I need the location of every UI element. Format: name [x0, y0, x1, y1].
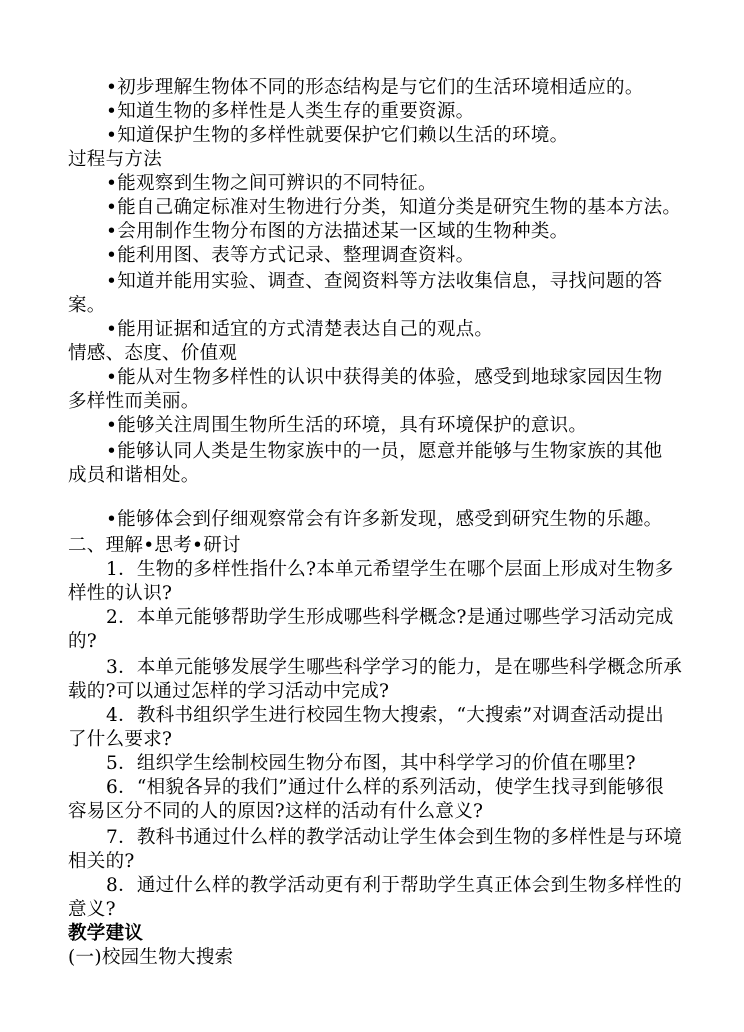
- text-line: •知道保护生物的多样性就要保护它们赖以生活的环境。: [106, 125, 569, 146]
- text-line: •能够认同人类是生物家族中的一员，愿意并能够与生物家族的其他: [106, 441, 663, 462]
- section-heading: 情感、态度、价值观: [68, 343, 238, 364]
- text-line: 样性的认识?: [68, 583, 173, 604]
- question-line: 5．组织学生绘制校园生物分布图，其中科学学习的价值在哪里?: [106, 753, 636, 774]
- text-line: •能观察到生物之间可辨识的不同特征。: [106, 173, 437, 194]
- question-line: 8．通过什么样的教学活动更有利于帮助学生真正体会到生物多样性的: [106, 875, 683, 896]
- section-heading: 二、理解•思考•研讨: [68, 535, 241, 556]
- section-heading: (一)校园生物大搜索: [68, 947, 234, 968]
- text-line: •能利用图、表等方式记录、整理调查资料。: [106, 245, 475, 266]
- question-line: 1．生物的多样性指什么?本单元希望学生在哪个层面上形成对生物多: [106, 559, 674, 580]
- text-line: 案。: [68, 295, 106, 316]
- text-line: •知道并能用实验、调查、查阅资料等方法收集信息，寻找问题的答: [106, 271, 663, 292]
- text-line: 意义?: [68, 899, 116, 920]
- text-line: •知道生物的多样性是人类生存的重要资源。: [106, 101, 475, 122]
- question-line: 7．教科书通过什么样的教学活动让学生体会到生物的多样性是与环境: [106, 827, 683, 848]
- bold-heading: 教学建议: [68, 923, 144, 944]
- question-line: 3．本单元能够发展学生哪些科学学习的能力，是在哪些科学概念所承: [106, 657, 683, 678]
- text-line: •能够关注周围生物所生活的环境，具有环境保护的意识。: [106, 415, 588, 436]
- text-line: 相关的?: [68, 851, 135, 872]
- text-line: •能自己确定标准对生物进行分类，知道分类是研究生物的基本方法。: [106, 197, 682, 218]
- text-line: •能从对生物多样性的认识中获得美的体验，感受到地球家园因生物: [106, 367, 663, 388]
- text-line: 成员和谐相处。: [68, 465, 200, 486]
- text-line: 了什么要求?: [68, 729, 173, 750]
- text-line: •初步理解生物体不同的形态结构是与它们的生活环境相适应的。: [106, 77, 644, 98]
- question-line: 2．本单元能够帮助学生形成哪些科学概念?是通过哪些学习活动完成: [106, 607, 674, 628]
- text-line: 容易区分不同的人的原因?这样的活动有什么意义?: [68, 801, 484, 822]
- text-line: 多样性而美丽。: [68, 391, 200, 412]
- text-line: 的?: [68, 631, 98, 652]
- question-line: 4．教科书组织学生进行校园生物大搜索，“大搜索”对调查活动提出: [106, 705, 664, 726]
- text-line: •能用证据和适宜的方式清楚表达自己的观点。: [106, 319, 494, 340]
- text-line: •会用制作生物分布图的方法描述某一区域的生物种类。: [106, 221, 569, 242]
- text-line: 载的?可以通过怎样的学习活动中完成?: [68, 681, 390, 702]
- text-line: •能够体会到仔细观察常会有许多新发现，感受到研究生物的乐趣。: [106, 509, 663, 530]
- section-heading: 过程与方法: [68, 149, 163, 170]
- question-line: 6．“相貌各异的我们”通过什么样的系列活动，使学生找寻到能够很: [106, 777, 664, 798]
